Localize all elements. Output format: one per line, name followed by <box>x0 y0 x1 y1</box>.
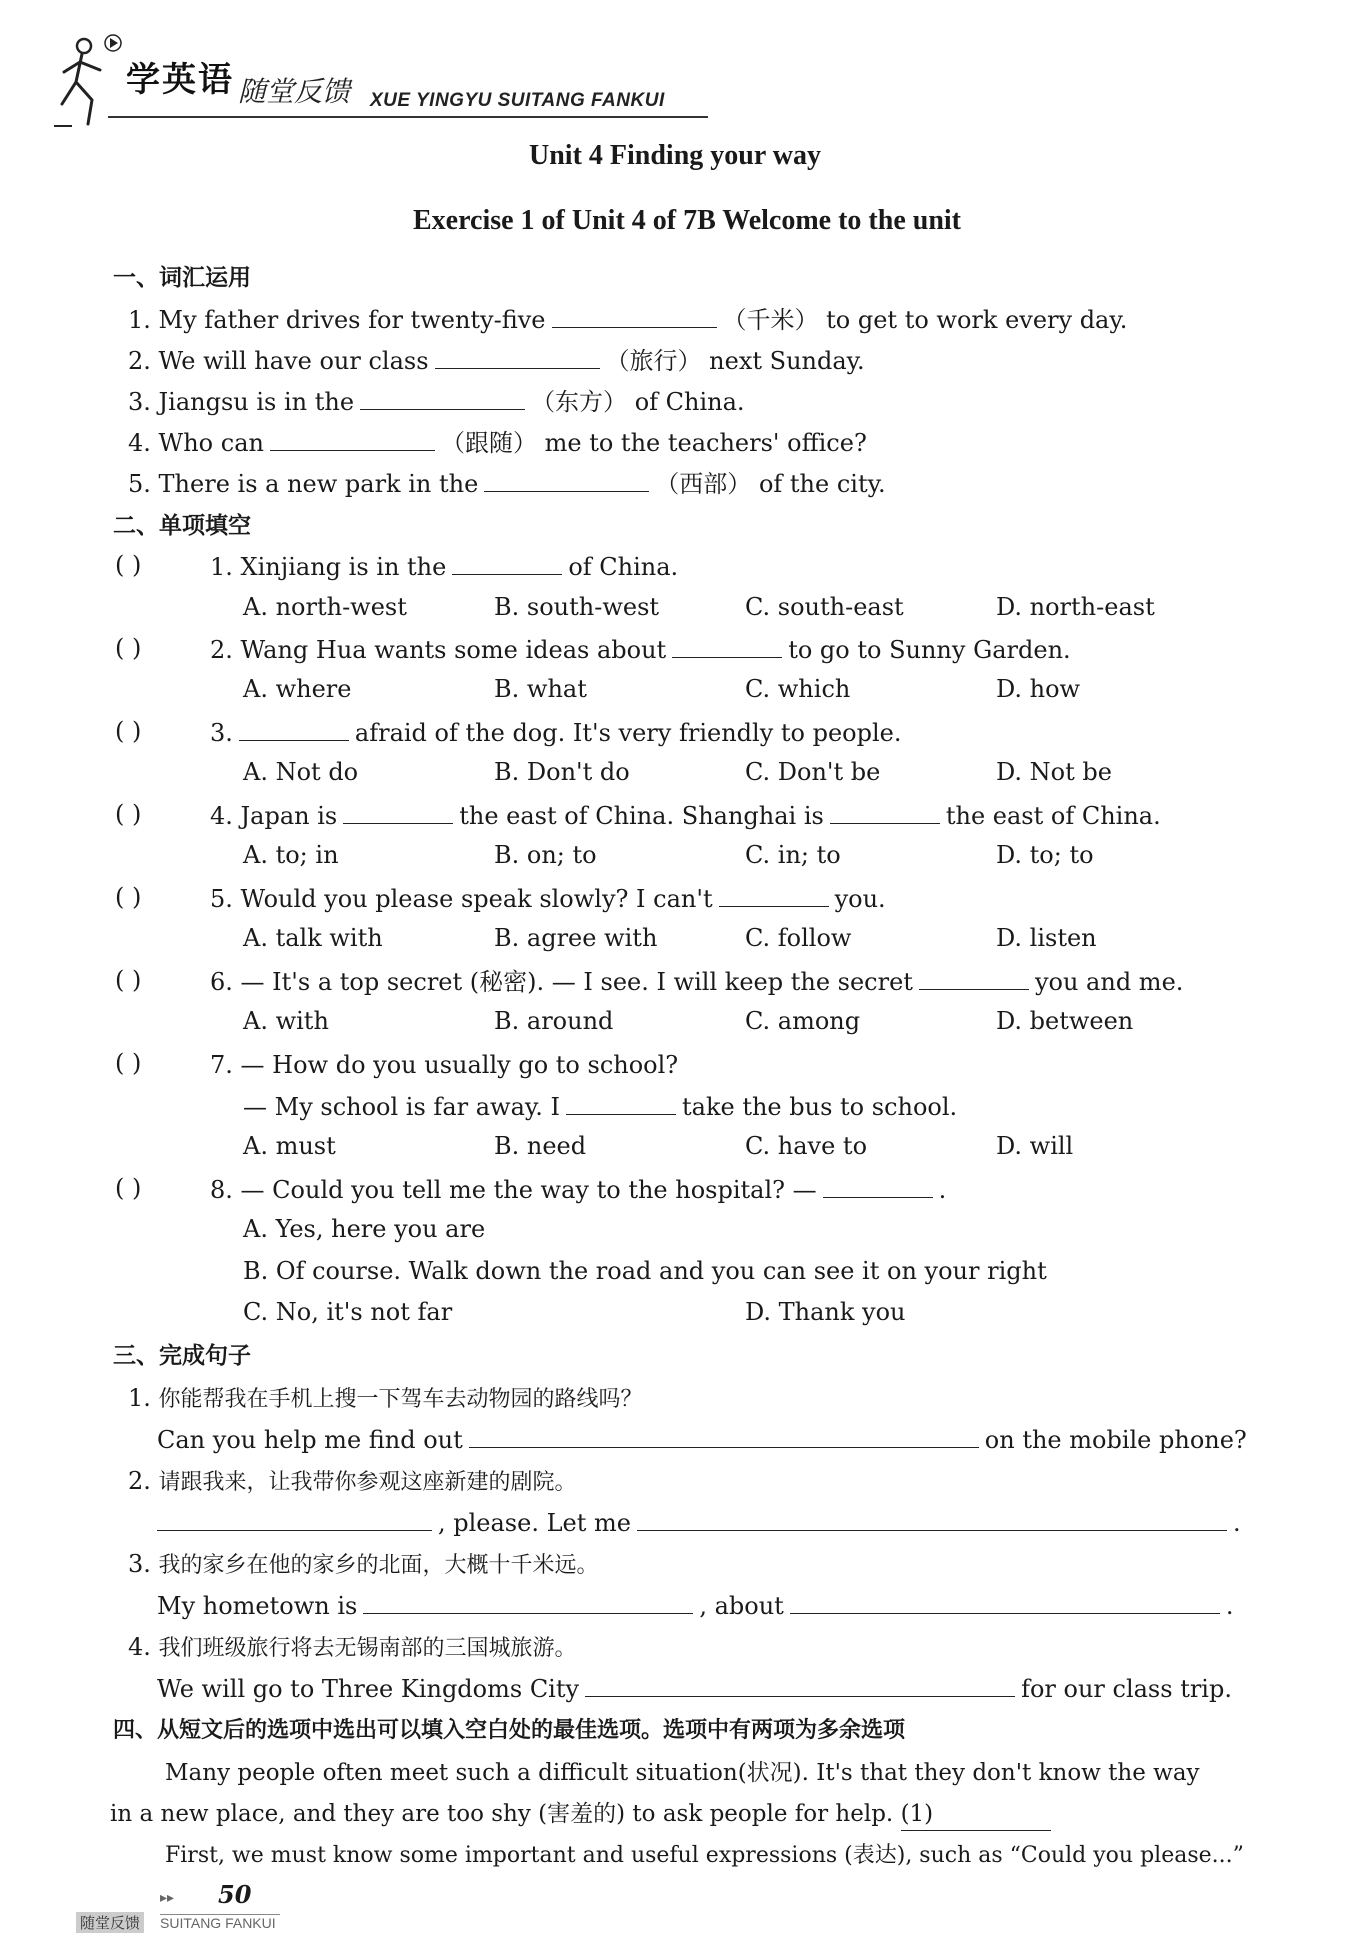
header-title-en: XUE YINGYU SUITANG FANKUI <box>370 90 665 111</box>
footer-tag-cn: 随堂反馈 <box>76 1912 144 1933</box>
option-b[interactable]: B. agree with <box>494 924 658 952</box>
section3-heading: 三、完成句子 <box>113 1343 251 1369</box>
option-c[interactable]: C. No, it's not far <box>243 1298 453 1326</box>
answer-blank[interactable] <box>637 1508 1227 1531</box>
vocab-item-1: 1. My father drives for twenty-five （千米） to get to work every day. <box>128 306 1128 334</box>
answer-blank[interactable] <box>343 801 453 824</box>
option-a[interactable]: A. Yes, here you are <box>243 1215 486 1243</box>
option-a[interactable]: A. where <box>243 675 352 703</box>
option-b[interactable]: B. south-west <box>494 593 660 621</box>
footer-arrow-icon: ▸▸ <box>160 1890 175 1906</box>
answer-blank[interactable] <box>719 884 829 907</box>
sentence-4-en: We will go to Three Kingdoms City for our class trip. <box>157 1675 1232 1703</box>
mc-question-8: 8. — Could you tell me the way to the hospital? — . <box>210 1176 947 1204</box>
answer-blank[interactable] <box>484 469 649 492</box>
option-d[interactable]: D. Not be <box>996 758 1112 786</box>
option-c[interactable]: C. which <box>745 675 851 703</box>
option-d[interactable]: D. will <box>996 1132 1074 1160</box>
passage-blank-1[interactable]: (1) <box>901 1798 1051 1831</box>
answer-paren[interactable]: ( ) <box>115 966 142 994</box>
option-a[interactable]: A. talk with <box>243 924 383 952</box>
header-subtitle-cn: 随堂反馈 <box>238 75 351 108</box>
sentence-2-en: , please. Let me . <box>157 1507 1241 1539</box>
answer-blank[interactable] <box>360 387 525 410</box>
answer-blank[interactable] <box>363 1591 693 1614</box>
answer-paren[interactable]: ( ) <box>115 551 142 579</box>
option-d[interactable]: D. listen <box>996 924 1097 952</box>
sentence-3-en: My hometown is , about . <box>157 1592 1234 1620</box>
option-a[interactable]: A. north-west <box>243 593 407 621</box>
mc-question-7-line2: — My school is far away. I take the bus to school. <box>243 1093 958 1121</box>
answer-blank[interactable] <box>435 346 600 369</box>
option-b[interactable]: B. Of course. Walk down the road and you can see it on your right <box>243 1257 1047 1285</box>
option-c[interactable]: C. in; to <box>745 841 841 869</box>
answer-paren[interactable]: ( ) <box>115 800 142 828</box>
option-a[interactable]: A. with <box>243 1007 329 1035</box>
vocab-item-2: 2. We will have our class （旅行） next Sunday. <box>128 347 865 375</box>
sentence-1-cn: 1. 你能帮我在手机上搜一下驾车去动物园的路线吗？ <box>128 1384 643 1412</box>
option-c[interactable]: C. south-east <box>745 593 904 621</box>
section2-heading: 二、单项填空 <box>113 513 251 539</box>
option-c[interactable]: C. Don't be <box>745 758 881 786</box>
answer-paren[interactable]: ( ) <box>115 883 142 911</box>
answer-paren[interactable]: ( ) <box>115 1049 142 1077</box>
option-d[interactable]: D. between <box>996 1007 1134 1035</box>
option-b[interactable]: B. Don't do <box>494 758 630 786</box>
option-b[interactable]: B. around <box>494 1007 614 1035</box>
answer-blank[interactable] <box>552 305 717 328</box>
mc-question-5: 5. Would you please speak slowly? I can't you. <box>210 885 886 913</box>
option-a[interactable]: A. to; in <box>243 841 339 869</box>
option-d[interactable]: D. how <box>996 675 1081 703</box>
mc-question-7: 7. — How do you usually go to school? <box>210 1051 679 1079</box>
vocab-item-3: 3. Jiangsu is in the （东方） of China. <box>128 388 745 416</box>
sentence-1-en: Can you help me find out on the mobile phone? <box>157 1426 1247 1454</box>
option-c[interactable]: C. among <box>745 1007 861 1035</box>
vocab-item-5: 5. There is a new park in the （西部） of the city. <box>128 470 886 498</box>
option-d[interactable]: D. north-east <box>996 593 1155 621</box>
mc-question-3: 3. afraid of the dog. It's very friendly to people. <box>210 719 902 747</box>
passage-line-3: First, we must know some important and useful expressions (表达), such as “Could you please...” <box>165 1843 1244 1868</box>
vocab-item-4: 4. Who can （跟随） me to the teachers' office? <box>128 429 867 457</box>
book-header <box>52 28 672 128</box>
footer-tag-en: SUITANG FANKUI <box>160 1914 280 1931</box>
sentence-4-cn: 4. 我们班级旅行将去无锡南部的三国城旅游。 <box>128 1633 577 1661</box>
answer-blank[interactable] <box>469 1425 979 1448</box>
option-c[interactable]: C. follow <box>745 924 852 952</box>
header-divider <box>108 116 708 118</box>
unit-title: Unit 4 Finding your way <box>529 140 821 171</box>
answer-blank[interactable] <box>270 428 435 451</box>
option-b[interactable]: B. need <box>494 1132 587 1160</box>
sentence-2-cn: 2. 请跟我来，让我带你参观这座新建的剧院。 <box>128 1467 577 1495</box>
answer-paren[interactable]: ( ) <box>115 634 142 662</box>
passage-line-2: in a new place, and they are too shy (害羞的) to ask people for help. (1) <box>110 1798 1051 1831</box>
section1-heading: 一、词汇运用 <box>113 265 251 291</box>
option-c[interactable]: C. have to <box>745 1132 868 1160</box>
mc-question-1: 1. Xinjiang is in the of China. <box>210 553 679 581</box>
answer-blank[interactable] <box>919 967 1029 990</box>
answer-blank[interactable] <box>157 1508 432 1531</box>
option-b[interactable]: B. what <box>494 675 587 703</box>
answer-paren[interactable]: ( ) <box>115 717 142 745</box>
answer-blank[interactable] <box>585 1674 1015 1697</box>
option-d[interactable]: D. to; to <box>996 841 1094 869</box>
option-b[interactable]: B. on; to <box>494 841 597 869</box>
option-a[interactable]: A. must <box>243 1132 336 1160</box>
section4-heading: 四、从短文后的选项中选出可以填入空白处的最佳选项。选项中有两项为多余选项 <box>113 1718 906 1743</box>
answer-blank[interactable] <box>672 635 782 658</box>
header-title-cn: 学英语 <box>126 60 234 100</box>
passage-line-1: Many people often meet such a difficult situation(状况). It's that they don't know the way <box>165 1760 1200 1786</box>
answer-blank[interactable] <box>452 552 562 575</box>
sentence-3-cn: 3. 我的家乡在他的家乡的北面，大概十千米远。 <box>128 1550 599 1578</box>
answer-blank[interactable] <box>239 718 349 741</box>
page-number: 50 <box>218 1880 252 1909</box>
exercise-title: Exercise 1 of Unit 4 of 7B Welcome to the unit <box>412 205 961 236</box>
answer-paren[interactable]: ( ) <box>115 1174 142 1202</box>
mc-question-4: 4. Japan is the east of China. Shanghai is the east of China. <box>210 802 1161 830</box>
mc-question-6: 6. — It's a top secret (秘密). — I see. I will keep the secret you and me. <box>210 968 1184 996</box>
answer-blank[interactable] <box>830 801 940 824</box>
answer-blank[interactable] <box>790 1591 1220 1614</box>
option-d[interactable]: D. Thank you <box>745 1298 906 1326</box>
answer-blank[interactable] <box>566 1092 676 1115</box>
option-a[interactable]: A. Not do <box>243 758 359 786</box>
mc-question-2: 2. Wang Hua wants some ideas about to go to Sunny Garden. <box>210 636 1071 664</box>
answer-blank[interactable] <box>823 1175 933 1198</box>
